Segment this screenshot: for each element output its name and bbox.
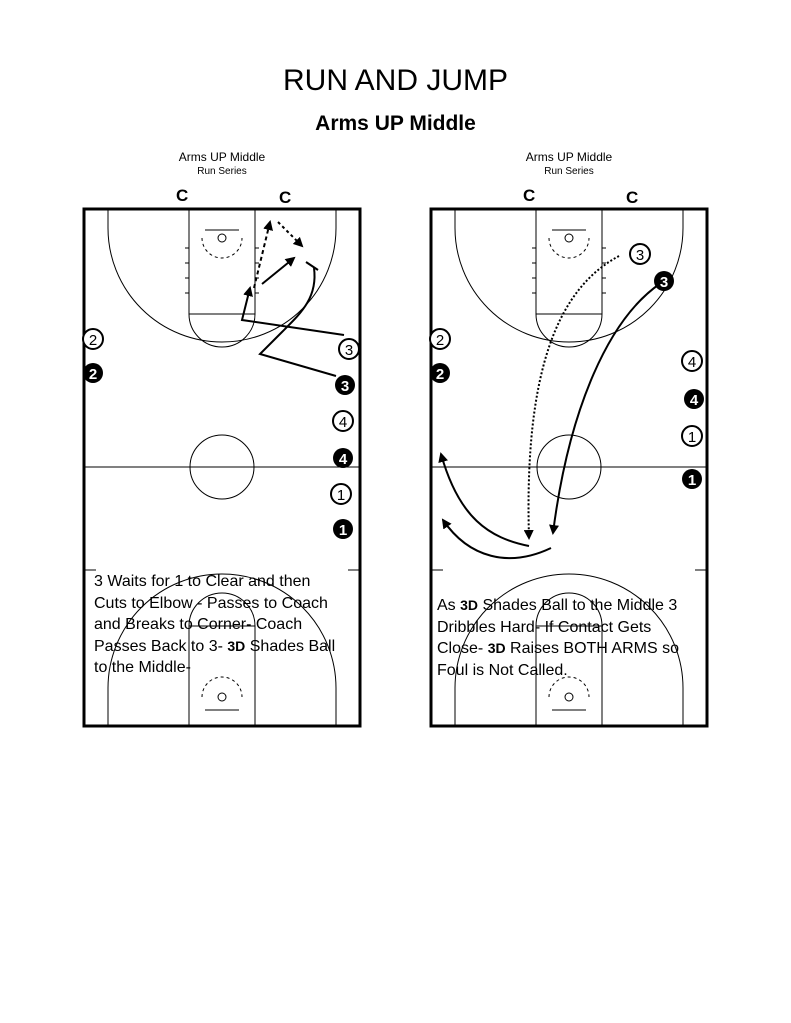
- svg-text:4: 4: [687, 354, 697, 371]
- pass-to-coach: [254, 222, 270, 288]
- svg-text:2: 2: [88, 366, 98, 383]
- basket-top: [565, 234, 573, 242]
- player-3-offense: [339, 339, 359, 359]
- coach-marker-left: C: [176, 186, 189, 205]
- player-3-defense: [335, 375, 355, 395]
- description-line: Dribbles Hard- If Contact Gets: [437, 618, 652, 636]
- dribble-path: [529, 256, 619, 538]
- player-1-offense: [331, 484, 351, 504]
- cut-path: [441, 454, 529, 546]
- svg-text:2: 2: [435, 366, 445, 383]
- description-line: Foul is Not Called.: [437, 661, 568, 679]
- three-point-arc-top: [108, 209, 336, 342]
- lane-top: [189, 209, 255, 314]
- svg-text:3: 3: [344, 342, 354, 359]
- player-4-offense: [333, 411, 353, 431]
- svg-text:1: 1: [338, 522, 348, 539]
- svg-text:4: 4: [338, 451, 348, 468]
- diagram-title: Arms UP Middle: [178, 150, 266, 164]
- svg-text:1: 1: [687, 472, 697, 489]
- description-line: and Breaks to Corner- Coach: [94, 616, 303, 633]
- description-line: 3 Waits for 1 to Clear and then: [94, 573, 311, 590]
- break-path: [260, 268, 336, 376]
- cut-path: [443, 520, 551, 558]
- coach-marker-right: C: [279, 188, 292, 207]
- description-line: Close- 3D Raises BOTH ARMS so: [437, 640, 679, 657]
- lane-top: [536, 209, 602, 314]
- page-title: RUN AND JUMP: [282, 64, 508, 97]
- diagram-subtitle: Run Series: [197, 166, 247, 177]
- description-line: Passes Back to 3- 3D Shades Ball: [94, 637, 336, 655]
- cut-path: [242, 288, 344, 335]
- player-4-defense: [333, 448, 353, 468]
- basket-bottom: [218, 693, 226, 701]
- player-1-offense: [682, 426, 702, 446]
- page-subtitle: Arms UP Middle: [315, 112, 476, 135]
- player-2-defense: [430, 363, 450, 383]
- basket-bottom: [565, 693, 573, 701]
- player-1-defense: [682, 469, 702, 489]
- diagram-panel-left: [82, 148, 382, 738]
- diagram-subtitle: Run Series: [544, 166, 594, 177]
- player-4-offense: [682, 351, 702, 371]
- player-2-offense: [83, 329, 103, 349]
- three-point-arc-top: [455, 209, 683, 342]
- play-description: [94, 571, 335, 679]
- player-3-offense: [630, 244, 650, 264]
- player-2-defense: [83, 363, 103, 383]
- coach-marker-right: C: [626, 188, 639, 207]
- basket-top: [218, 234, 226, 242]
- description-line: As 3D Shades Ball to the Middle 3: [437, 597, 678, 614]
- defender-path: [553, 283, 661, 533]
- svg-text:3: 3: [659, 274, 669, 291]
- pass-back: [278, 222, 302, 246]
- player-3-defense: [654, 271, 674, 291]
- coach-marker-left: C: [523, 186, 536, 205]
- player-2-offense: [430, 329, 450, 349]
- svg-text:3: 3: [340, 378, 350, 395]
- svg-text:4: 4: [689, 392, 699, 409]
- player-1-defense: [333, 519, 353, 539]
- svg-text:1: 1: [336, 487, 346, 504]
- svg-text:3: 3: [635, 247, 645, 264]
- svg-text:2: 2: [435, 332, 445, 349]
- description-line: Cuts to Elbow - Passes to Coach: [94, 594, 328, 612]
- svg-text:2: 2: [88, 332, 98, 349]
- svg-text:4: 4: [338, 414, 348, 431]
- player-4-defense: [684, 389, 704, 409]
- play-description: [437, 595, 679, 681]
- description-line: to the Middle-: [94, 659, 191, 676]
- diagram-panel-right: [429, 148, 729, 738]
- diagram-title: Arms UP Middle: [525, 150, 613, 164]
- svg-text:1: 1: [687, 429, 697, 446]
